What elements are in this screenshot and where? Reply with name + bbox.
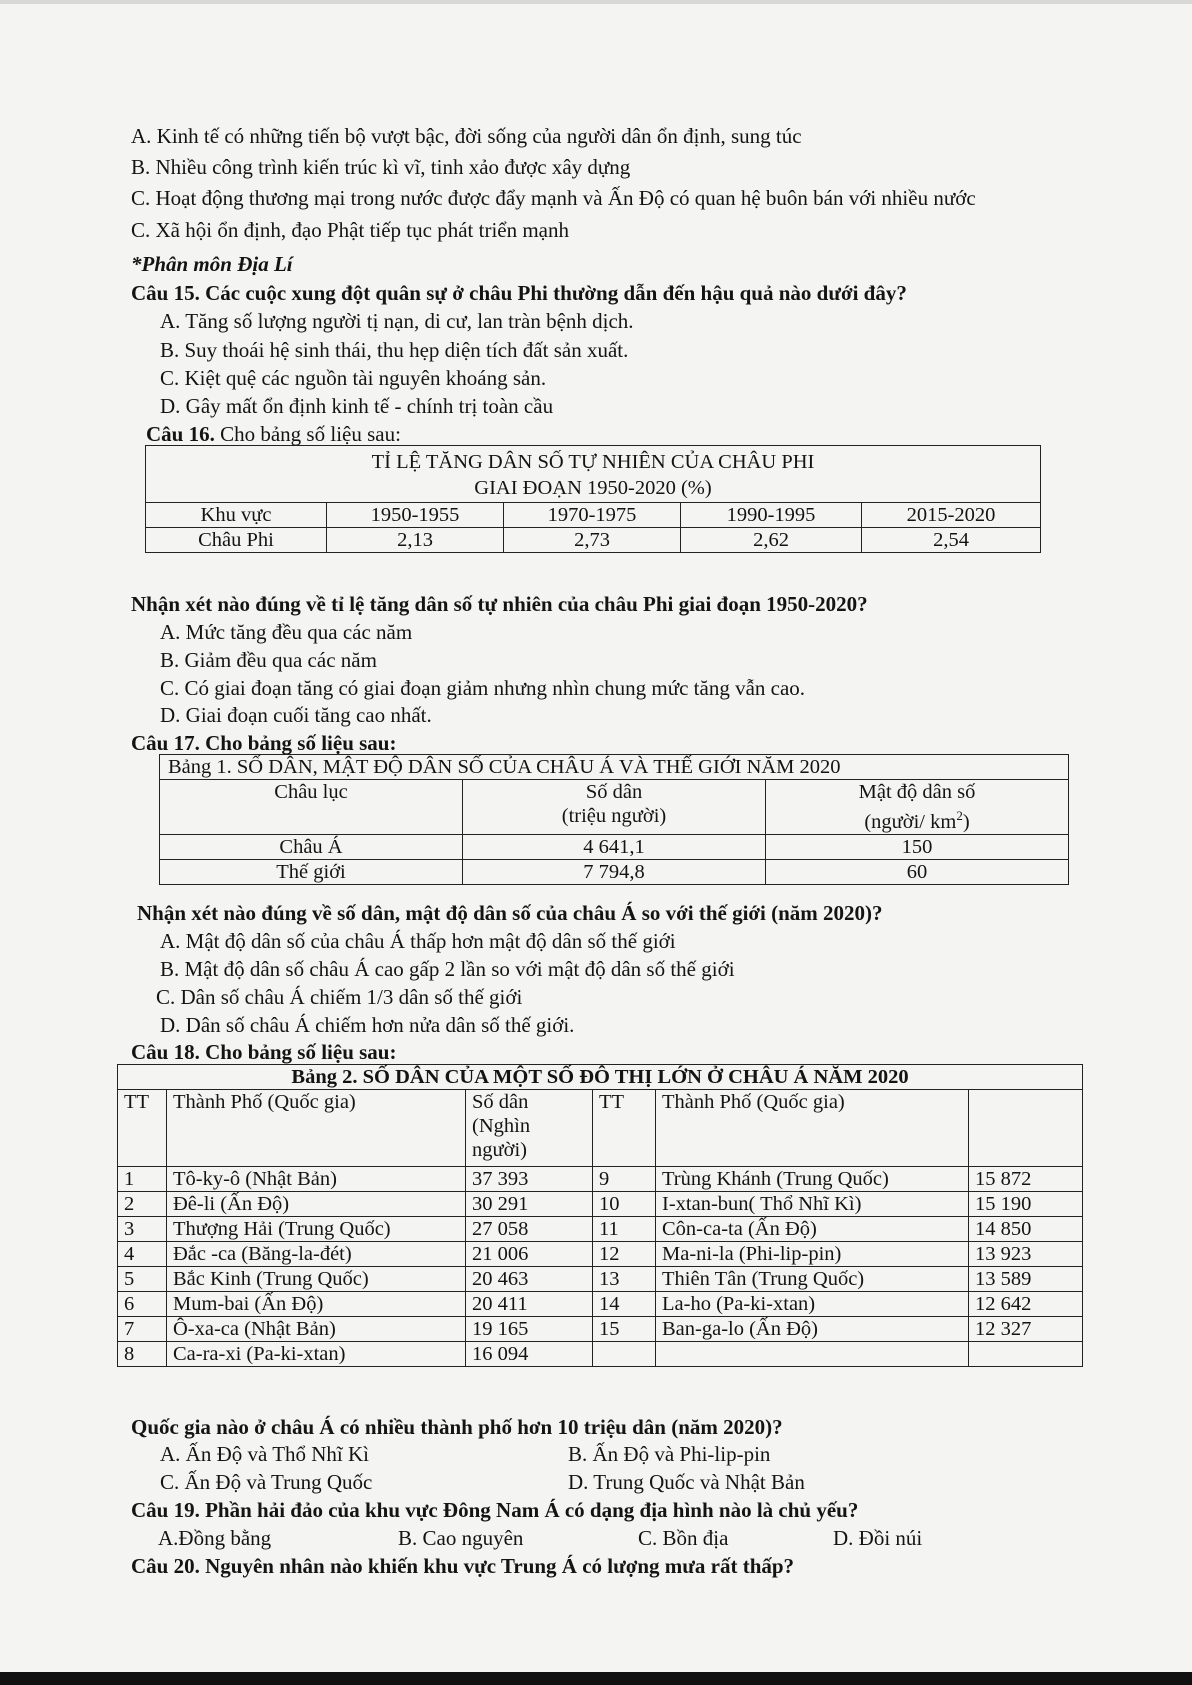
q18-r4-tt2: 12	[593, 1242, 656, 1267]
q17-header-population-line2: (triệu người)	[561, 805, 667, 827]
q17-cell-world-density: 60	[766, 859, 1069, 884]
prev-option-b: B. Nhiều công trình kiến trúc kì vĩ, tinh xảo được xây dựng	[131, 155, 631, 179]
table-row	[118, 1242, 1083, 1267]
q16-option-d: D. Giai đoạn cuối tăng cao nhất.	[160, 703, 432, 727]
q16-header-period4: 2015-2020	[862, 503, 1041, 528]
q17-density-unit: (người/ km	[864, 810, 957, 833]
q18-r1-pop: 37 393	[466, 1167, 593, 1192]
q18-r2-tt: 2	[118, 1192, 167, 1217]
q17-cell-asia: Châu Á	[160, 834, 463, 859]
q17-question: Nhận xét nào đúng về số dân, mật độ dân số của châu Á so với thế giới (năm 2020)?	[137, 901, 883, 925]
q17-option-a: A. Mật độ dân số của châu Á thấp hơn mật độ dân số thế giới	[160, 929, 676, 953]
q19-option-d: D. Đồi núi	[833, 1526, 923, 1550]
q20-question: Câu 20. Nguyên nhân nào khiến khu vực Trung Á có lượng mưa rất thấp?	[131, 1554, 795, 1578]
q18-r6-pop: 20 411	[466, 1292, 593, 1317]
scan-edge	[0, 0, 1192, 4]
q18-header-pop-right	[969, 1090, 1083, 1167]
q18-r8-pop: 16 094	[466, 1342, 593, 1367]
q18-r7-city2: Ban-ga-lo (Ấn Độ)	[656, 1317, 969, 1342]
q18-r6-pop2: 12 642	[969, 1292, 1083, 1317]
q18-r1-tt2: 9	[593, 1167, 656, 1192]
q18-r8-tt: 8	[118, 1342, 167, 1367]
prev-option-c2: C. Xã hội ổn định, đạo Phật tiếp tục phát triển mạnh	[131, 218, 570, 242]
q19-option-c: C. Bồn địa	[638, 1526, 729, 1550]
q18-option-d: D. Trung Quốc và Nhật Bản	[568, 1470, 805, 1494]
q16-option-b: B. Giảm đều qua các năm	[160, 648, 377, 672]
q18-r3-city: Thượng Hải (Trung Quốc)	[167, 1217, 466, 1242]
q18-r3-city2: Côn-ca-ta (Ấn Độ)	[656, 1217, 969, 1242]
q16-cell-v4: 2,54	[862, 528, 1041, 553]
q18-r4-city: Đắc -ca (Băng-la-đét)	[167, 1242, 466, 1267]
q16-table	[145, 445, 1041, 553]
q18-r5-pop2: 13 589	[969, 1267, 1083, 1292]
q17-header-continent: Châu lục	[160, 780, 463, 835]
q17-cell-asia-pop: 4 641,1	[463, 834, 766, 859]
q18-header-pop-left-l2: (Nghìn	[472, 1115, 531, 1137]
q18-r1-pop2: 15 872	[969, 1167, 1083, 1192]
q18-intro: Câu 18. Cho bảng số liệu sau:	[131, 1040, 397, 1064]
q16-header-period2: 1970-1975	[504, 503, 681, 528]
q18-r3-tt2: 11	[593, 1217, 656, 1242]
q16-option-c: C. Có giai đoạn tăng có giai đoạn giảm nhưng nhìn chung mức tăng vẫn cao.	[160, 676, 806, 700]
q17-header-population-line1: Số dân	[585, 781, 643, 803]
q15-option-b: B. Suy thoái hệ sinh thái, thu hẹp diện tích đất sản xuất.	[160, 338, 629, 362]
q16-question: Nhận xét nào đúng về tỉ lệ tăng dân số tự nhiên của châu Phi giai đoạn 1950-2020?	[131, 592, 868, 616]
q18-r4-pop: 21 006	[466, 1242, 593, 1267]
q18-header-pop-left	[466, 1090, 593, 1167]
q16-cell-region: Châu Phi	[146, 528, 327, 553]
q18-r5-city: Bắc Kinh (Trung Quốc)	[167, 1267, 466, 1292]
table-row	[118, 1267, 1083, 1292]
q17-option-c: C. Dân số châu Á chiếm 1/3 dân số thế giới	[156, 985, 523, 1009]
q16-table-title-line1: TỈ LỆ TĂNG DÂN SỐ TỰ NHIÊN CỦA CHÂU PHI	[371, 451, 815, 473]
q17-option-d: D. Dân số châu Á chiếm hơn nửa dân số thế giới.	[160, 1013, 575, 1037]
q16-cell-v1: 2,13	[327, 528, 504, 553]
q18-r5-pop: 20 463	[466, 1267, 593, 1292]
q18-r7-tt2: 15	[593, 1317, 656, 1342]
q18-r4-tt: 4	[118, 1242, 167, 1267]
q17-intro: Câu 17. Cho bảng số liệu sau:	[131, 731, 397, 755]
q18-table-title: Bảng 2. SỐ DÂN CỦA MỘT SỐ ĐÔ THỊ LỚN Ở CHÂU Á NĂM 2020	[118, 1065, 1083, 1090]
q18-header-pop-left-l3: người)	[472, 1139, 527, 1161]
table-row	[118, 1317, 1083, 1342]
q18-r4-city2: Ma-ni-la (Phi-lip-pin)	[656, 1242, 969, 1267]
q16-table-title-line2: GIAI ĐOẠN 1950-2020 (%)	[474, 477, 712, 499]
q15-option-c: C. Kiệt quệ các nguồn tài nguyên khoáng sản.	[160, 366, 547, 390]
section-title: *Phân môn Địa Lí	[131, 252, 293, 276]
q18-question: Quốc gia nào ở châu Á có nhiều thành phố hơn 10 triệu dân (năm 2020)?	[131, 1415, 783, 1439]
q18-r2-pop2: 15 190	[969, 1192, 1083, 1217]
q18-r7-city: Ô-xa-ca (Nhật Bản)	[167, 1317, 466, 1342]
q17-table	[159, 754, 1069, 885]
q18-header-pop-left-l1: Số dân	[472, 1091, 529, 1113]
q18-r8-tt2	[593, 1342, 656, 1367]
q18-r6-tt2: 14	[593, 1292, 656, 1317]
q18-r2-city: Đê-li (Ấn Độ)	[167, 1192, 466, 1217]
q18-header-tt-left: TT	[118, 1090, 167, 1167]
q17-header-density	[766, 780, 1069, 835]
q18-option-b: B. Ấn Độ và Phi-lip-pin	[568, 1442, 771, 1466]
q15-question: Câu 15. Các cuộc xung đột quân sự ở châu Phi thường dẫn đến hậu quả nào dưới đây?	[131, 281, 907, 305]
q17-density-close: )	[962, 810, 970, 833]
q18-r6-city: Mum-bai (Ấn Độ)	[167, 1292, 466, 1317]
q18-option-a: A. Ấn Độ và Thổ Nhĩ Kì	[160, 1442, 370, 1466]
q17-header-population	[463, 780, 766, 835]
q16-cell-v2: 2,73	[504, 528, 681, 553]
q18-r1-city2: Trùng Khánh (Trung Quốc)	[656, 1167, 969, 1192]
q17-cell-asia-density: 150	[766, 834, 1069, 859]
q16-header-region: Khu vực	[146, 503, 327, 528]
q18-header-city-right: Thành Phố (Quốc gia)	[656, 1090, 969, 1167]
q19-question: Câu 19. Phần hải đảo của khu vực Đông Nam Á có dạng địa hình nào là chủ yếu?	[131, 1498, 859, 1522]
q18-r3-pop: 27 058	[466, 1217, 593, 1242]
q16-header-period1: 1950-1955	[327, 503, 504, 528]
q18-r2-tt2: 10	[593, 1192, 656, 1217]
q17-header-density-line2	[772, 804, 1062, 834]
q19-option-a: A.Đồng bằng	[158, 1526, 272, 1550]
q18-r5-city2: Thiên Tân (Trung Quốc)	[656, 1267, 969, 1292]
table-row	[118, 1192, 1083, 1217]
q15-option-d: D. Gây mất ổn định kinh tế - chính trị toàn cầu	[160, 394, 554, 418]
q18-r1-city: Tô-ky-ô (Nhật Bản)	[167, 1167, 466, 1192]
q18-r4-pop2: 13 923	[969, 1242, 1083, 1267]
q18-r2-pop: 30 291	[466, 1192, 593, 1217]
scan-bottom-edge	[0, 1672, 1192, 1685]
q16-label: Câu 16.	[146, 422, 215, 446]
q17-table-title: Bảng 1. SỐ DÂN, MẬT ĐỘ DÂN SỐ CỦA CHÂU Á VÀ THẾ GIỚI NĂM 2020	[160, 755, 1069, 780]
q18-r5-tt: 5	[118, 1267, 167, 1292]
q18-r6-tt: 6	[118, 1292, 167, 1317]
q18-option-c: C. Ấn Độ và Trung Quốc	[160, 1470, 373, 1494]
q17-option-b: B. Mật độ dân số châu Á cao gấp 2 lần so với mật độ dân số thế giới	[160, 957, 735, 981]
q17-cell-world: Thế giới	[160, 859, 463, 884]
q18-header-tt-right: TT	[593, 1090, 656, 1167]
q18-table	[117, 1064, 1083, 1367]
q18-header-city-left: Thành Phố (Quốc gia)	[167, 1090, 466, 1167]
q16-header-period3: 1990-1995	[681, 503, 862, 528]
q18-r7-tt: 7	[118, 1317, 167, 1342]
q18-r2-city2: I-xtan-bun( Thổ Nhĩ Kì)	[656, 1192, 969, 1217]
q16-intro-text: Cho bảng số liệu sau:	[214, 422, 401, 446]
q18-r3-tt: 3	[118, 1217, 167, 1242]
q18-r7-pop: 19 165	[466, 1317, 593, 1342]
q18-r1-tt: 1	[118, 1167, 167, 1192]
q18-r8-pop2	[969, 1342, 1083, 1367]
prev-option-a: A. Kinh tế có những tiến bộ vượt bậc, đời sống của người dân ổn định, sung túc	[131, 124, 802, 148]
q18-r3-pop2: 14 850	[969, 1217, 1083, 1242]
q17-header-density-line1: Mật độ dân số	[858, 781, 976, 803]
q17-cell-world-pop: 7 794,8	[463, 859, 766, 884]
q16-table-title	[146, 446, 1041, 503]
q19-option-b: B. Cao nguyên	[398, 1526, 524, 1550]
q17-density-sup: 2	[956, 808, 963, 823]
q18-r7-pop2: 12 327	[969, 1317, 1083, 1342]
q16-option-a: A. Mức tăng đều qua các năm	[160, 620, 413, 644]
q16-cell-v3: 2,62	[681, 528, 862, 553]
q18-r5-tt2: 13	[593, 1267, 656, 1292]
q18-r8-city2	[656, 1342, 969, 1367]
table-row	[118, 1342, 1083, 1367]
q15-option-a: A. Tăng số lượng người tị nạn, di cư, lan tràn bệnh dịch.	[160, 309, 634, 333]
q16-intro	[146, 422, 401, 446]
table-row	[118, 1217, 1083, 1242]
table-row	[118, 1292, 1083, 1317]
q18-r8-city: Ca-ra-xi (Pa-ki-xtan)	[167, 1342, 466, 1367]
prev-option-c: C. Hoạt động thương mại trong nước được đẩy mạnh và Ấn Độ có quan hệ buôn bán với nhiều nước	[131, 186, 976, 210]
table-row	[118, 1167, 1083, 1192]
q18-r6-city2: La-ho (Pa-ki-xtan)	[656, 1292, 969, 1317]
